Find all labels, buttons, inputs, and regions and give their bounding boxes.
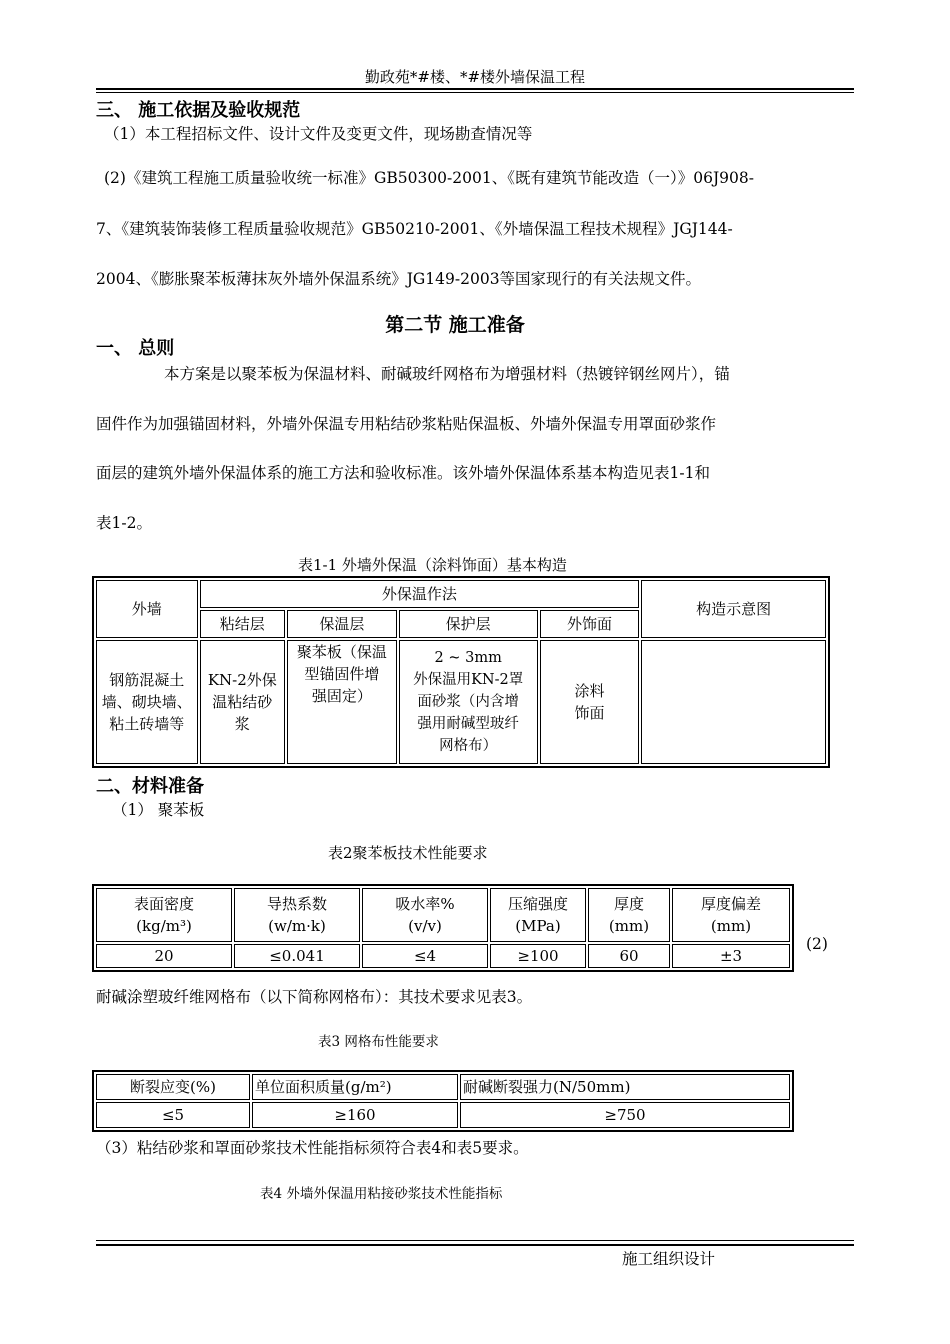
table1-cell-diagram — [641, 640, 826, 764]
footer-rule-thin — [96, 1240, 854, 1241]
item3-text: （3）粘结砂浆和罩面砂浆技术性能指标须符合表4和表5要求。 — [96, 1139, 529, 1157]
table3-header-strain: 断裂应变(%) — [96, 1074, 250, 1100]
table2-caption: 表2聚苯板技术性能要求 — [328, 844, 488, 862]
mesh-text: 耐碱涂塑玻纤维网格布（以下简称网格布）：其技术要求见表3。 — [96, 988, 533, 1006]
table2-header-absorption: 吸水率% (v/v) — [362, 888, 488, 942]
table3-value-mass: ≥160 — [252, 1102, 458, 1128]
table1-cell-bond: KN-2外保 温粘结砂 浆 — [200, 640, 286, 764]
table1-col-method: 外保温作法 — [200, 580, 640, 608]
table2-header-strength: 压缩强度 (MPa) — [490, 888, 586, 942]
table3-value-strength: ≥750 — [460, 1102, 790, 1128]
page-header: 勤政苑*#楼、*#楼外墙保温工程 — [364, 68, 586, 86]
general-heading: 一、 总则 — [96, 338, 175, 359]
table1-col-wall: 外墙 — [96, 580, 198, 638]
table1-cell-protect: 2 ~ 3mm 外保温用KN-2罩 面砂浆（内含增 强用耐碱型玻纤 网格布） — [399, 640, 538, 764]
table1-sub-protect: 保护层 — [399, 610, 538, 638]
table3 — [92, 1070, 794, 1132]
table1-sub-finish: 外饰面 — [540, 610, 639, 638]
table1-cell-insul: 聚苯板（保温 型锚固件增 强固定） — [287, 640, 396, 764]
table3-header-mass: 单位面积质量(g/m²) — [252, 1074, 458, 1100]
materials-item1: （1） 聚苯板 — [112, 801, 205, 819]
table1-col-diagram: 构造示意图 — [641, 580, 826, 638]
table3-header-strength: 耐碱断裂强力(N/50mm) — [460, 1074, 790, 1100]
footer-rule — [96, 1244, 854, 1246]
header-rule — [96, 88, 854, 90]
materials-heading: 二、材料准备 — [96, 776, 204, 797]
section3-p2-line3: 2004、《膨胀聚苯板薄抹灰外墙外保温系统》JG149-2003等国家现行的有关法规文件。 — [96, 270, 702, 288]
table4-caption: 表4 外墙外保温用粘接砂浆技术性能指标 — [260, 1186, 503, 1202]
section3-p2-line1: (2)《建筑工程施工质量验收统一标准》GB50300-2001、《既有建筑节能改造（一）》06J908- — [104, 169, 754, 187]
general-line4: 表1-2。 — [96, 514, 152, 532]
section3-heading: 三、 施工依据及验收规范 — [96, 100, 301, 121]
table1-sub-insul: 保温层 — [287, 610, 396, 638]
table1-sub-bond: 粘结层 — [200, 610, 286, 638]
header-rule-thin — [96, 92, 854, 93]
table2-value-absorption: ≤4 — [362, 944, 488, 968]
table2-header-thickness: 厚度 (mm) — [588, 888, 670, 942]
page-footer: 施工组织设计 — [622, 1250, 716, 1268]
table2-value-deviation: ±3 — [672, 944, 790, 968]
table2-value-strength: ≥100 — [490, 944, 586, 968]
general-line1: 本方案是以聚苯板为保温材料、耐碱玻纤网格布为增强材料（热镀锌钢丝网片），锚 — [164, 365, 730, 383]
general-line2: 固件作为加强锚固材料，外墙外保温专用粘结砂浆粘贴保温板、外墙外保温专用罩面砂浆作 — [96, 415, 717, 433]
table2-value-conductivity: ≤0.041 — [234, 944, 360, 968]
section3-p1: （1）本工程招标文件、设计文件及变更文件，现场勘查情况等 — [104, 125, 533, 143]
item2-marker: (2) — [806, 935, 828, 953]
table2 — [92, 884, 794, 972]
table2-value-density: 20 — [96, 944, 232, 968]
table2-header-conductivity: 导热系数 (w/m·k) — [234, 888, 360, 942]
table1-caption: 表1-1 外墙外保温（涂料饰面）基本构造 — [298, 556, 567, 574]
table2-value-thickness: 60 — [588, 944, 670, 968]
table1-cell-finish: 涂料 饰面 — [540, 640, 639, 764]
table3-caption: 表3 网格布性能要求 — [318, 1034, 439, 1050]
chapter-title: 第二节 施工准备 — [385, 314, 525, 336]
table2-header-density: 表面密度 (kg/m³) — [96, 888, 232, 942]
table1-cell-wall: 钢筋混凝土 墙、砌块墙、 粘土砖墙等 — [96, 640, 198, 764]
general-line3: 面层的建筑外墙外保温体系的施工方法和验收标准。该外墙外保温体系基本构造见表1-1和 — [96, 464, 710, 482]
table2-header-deviation: 厚度偏差 (mm) — [672, 888, 790, 942]
table1 — [92, 576, 830, 768]
table3-value-strain: ≤5 — [96, 1102, 250, 1128]
section3-p2-line2: 7、《建筑装饰装修工程质量验收规范》GB50210-2001、《外墙保温工程技术规程》JGJ144- — [96, 220, 733, 238]
